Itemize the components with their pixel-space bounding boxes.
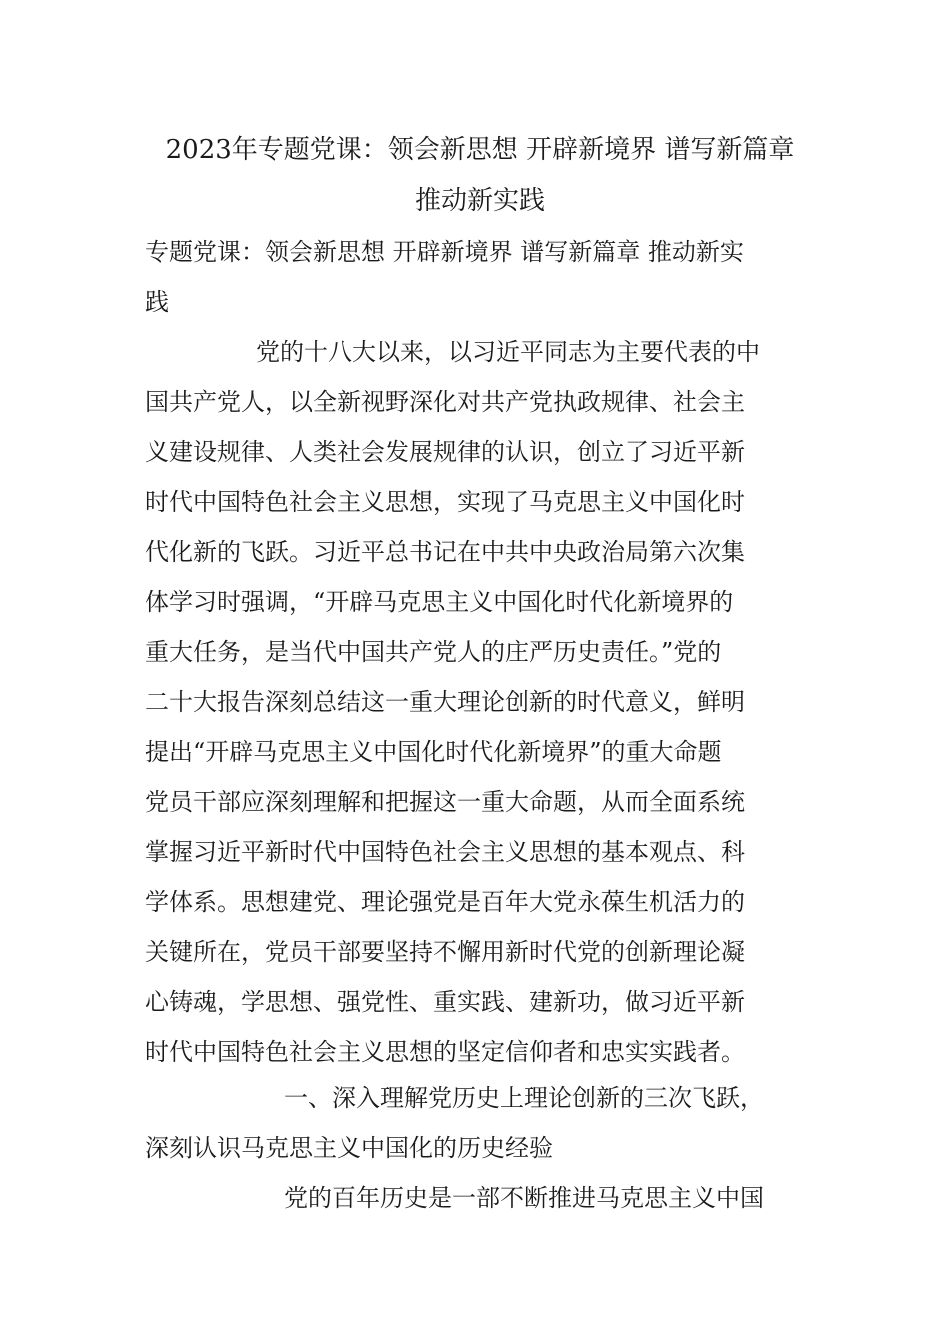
- section-1-heading-line: 一、深入理解党历史上理论创新的三次飞跃，: [284, 1084, 764, 1112]
- document-title-line-2: 推动新实践: [414, 186, 545, 216]
- paragraph-2-line: 党的百年历史是一部不断推进马克思主义中国: [284, 1184, 764, 1212]
- paragraph-1-line: 时代中国特色社会主义思想的坚定信仰者和忠实实践者。: [145, 1038, 745, 1066]
- paragraph-1-line: 党的十八大以来，以习近平同志为主要代表的中: [256, 338, 760, 366]
- section-1-heading-line: 深刻认识马克思主义中国化的历史经验: [145, 1134, 553, 1162]
- paragraph-1-line: 掌握习近平新时代中国特色社会主义思想的基本观点、科: [145, 838, 745, 866]
- paragraph-1-line: 国共产党人，以全新视野深化对共产党执政规律、社会主: [145, 388, 745, 416]
- document-title-line-1: 2023年专题党课：领会新思想 开辟新境界 谱写新篇章: [165, 135, 795, 165]
- paragraph-1-line: 二十大报告深刻总结这一重大理论创新的时代意义，鲜明: [145, 688, 745, 716]
- paragraph-1-line: 义建设规律、人类社会发展规律的认识，创立了习近平新: [145, 438, 745, 466]
- subtitle-line: 践: [145, 288, 169, 316]
- paragraph-1-line: 关键所在，党员干部要坚持不懈用新时代党的创新理论凝: [145, 938, 745, 966]
- paragraph-1-line: 学体系。思想建党、理论强党是百年大党永葆生机活力的: [145, 888, 745, 916]
- paragraph-1-line: 提出“开辟马克思主义中国化时代化新境界”的重大命题: [145, 738, 722, 766]
- paragraph-1-line: 党员干部应深刻理解和把握这一重大命题，从而全面系统: [145, 788, 745, 816]
- paragraph-1-line: 心铸魂，学思想、强党性、重实践、建新功，做习近平新: [145, 988, 745, 1016]
- paragraph-1-line: 体学习时强调，“开辟马克思主义中国化时代化新境界的: [145, 588, 734, 616]
- paragraph-1-line: 时代中国特色社会主义思想，实现了马克思主义中国化时: [145, 488, 745, 516]
- paragraph-1-line: 代化新的飞跃。习近平总书记在中共中央政治局第六次集: [145, 538, 745, 566]
- subtitle-line: 专题党课：领会新思想 开辟新境界 谱写新篇章 推动新实: [145, 238, 744, 266]
- paragraph-1-line: 重大任务，是当代中国共产党人的庄严历史责任。”党的: [145, 638, 722, 666]
